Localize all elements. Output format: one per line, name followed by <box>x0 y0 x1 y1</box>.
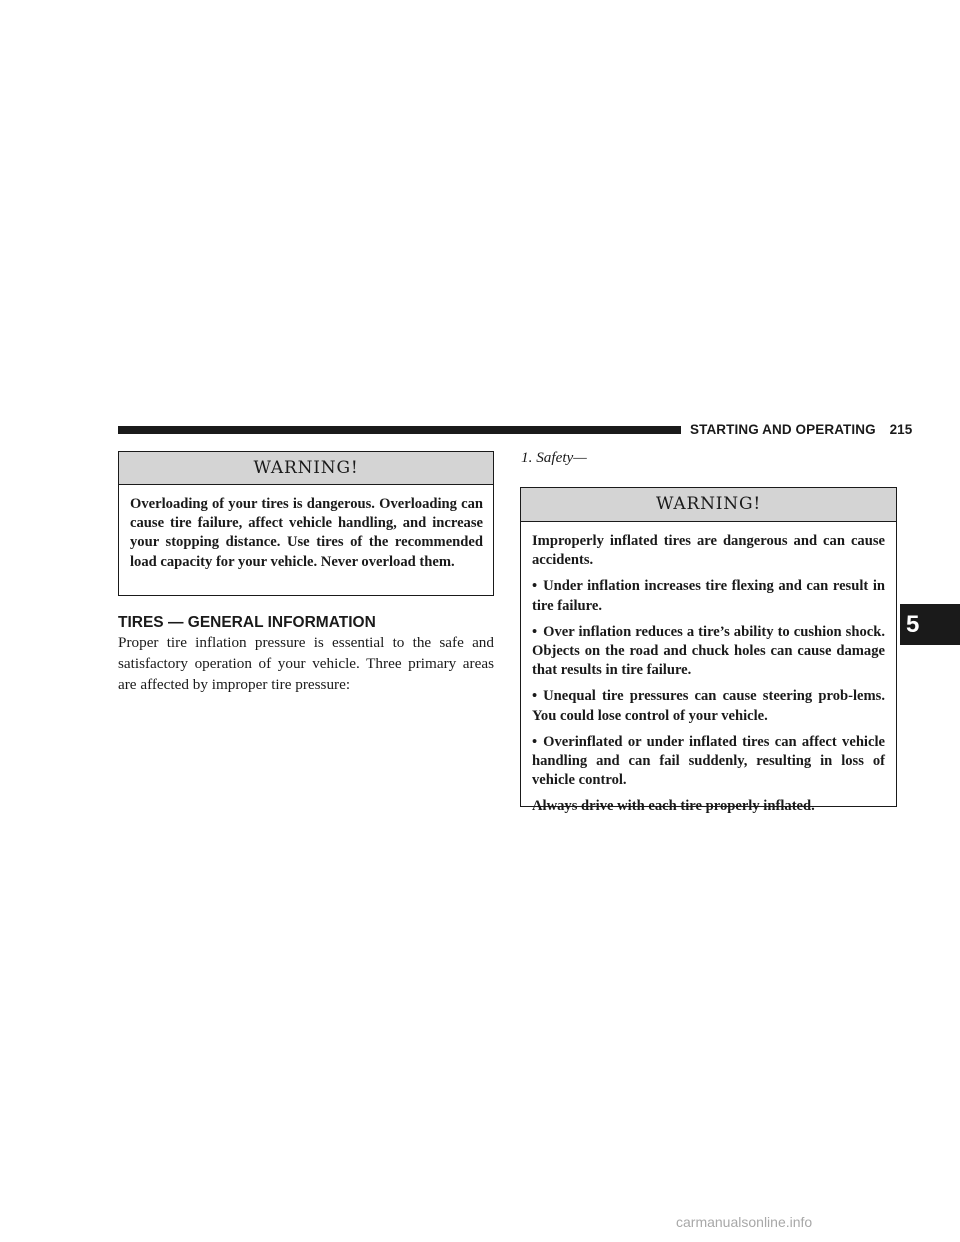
warning-bullet <box>532 733 885 791</box>
list-item-safety: 1. Safety— <box>521 449 587 466</box>
warning-title: WARNING! <box>521 488 896 522</box>
body-paragraph: Proper tire inflation pressure is essential to the safe and satisfactory operation of your vehicle. Three primary areas are affected by improper tire pressure: <box>118 634 494 693</box>
warning-bullet <box>532 577 885 615</box>
bullet-text: Under inflation increases tire flexing and can result in tire failure. <box>532 578 885 614</box>
section-title: STARTING AND OPERATING <box>690 422 876 437</box>
warning-text: Overloading of your tires is dangerous. Overloading can cause tire failure, affect vehicle handling, and increase your stopping distance. Use tires of the recommended load capacity for your vehicle. Never overload them. <box>130 496 483 570</box>
bullet-icon: • <box>532 733 538 750</box>
header-rule <box>118 426 681 434</box>
running-header <box>690 422 912 437</box>
bullet-icon: • <box>532 578 538 595</box>
warning-bullet <box>532 687 885 725</box>
warning-body <box>521 522 896 817</box>
warning-bullet <box>532 623 885 681</box>
watermark: carmanualsonline.info <box>676 1214 813 1230</box>
warning-closing: Always drive with each tire properly inflated. <box>532 798 815 815</box>
bullet-text: Over inflation reduces a tire’s ability to cushion shock. Objects on the road and chuck holes can cause damage that results in tire failure. <box>532 623 885 679</box>
warning-title: WARNING! <box>119 452 493 485</box>
warning-intro: Improperly inflated tires are dangerous and can cause accidents. <box>532 533 885 569</box>
warning-box-inflation <box>520 487 897 815</box>
chapter-tab: 5 <box>900 604 960 645</box>
warning-box-overloading <box>118 451 494 596</box>
bullet-icon: • <box>532 688 538 705</box>
page-number: 215 <box>889 422 913 437</box>
warning-body <box>119 485 493 572</box>
bullet-text: Unequal tire pressures can cause steering prob-lems. You could lose control of your vehicle. <box>532 688 885 724</box>
bullet-icon: • <box>532 623 538 640</box>
section-heading: TIRES — GENERAL INFORMATION <box>118 614 376 631</box>
bullet-text: Overinflated or under inflated tires can affect vehicle handling and can fail suddenly, resulting in loss of vehicle control. <box>532 733 885 789</box>
